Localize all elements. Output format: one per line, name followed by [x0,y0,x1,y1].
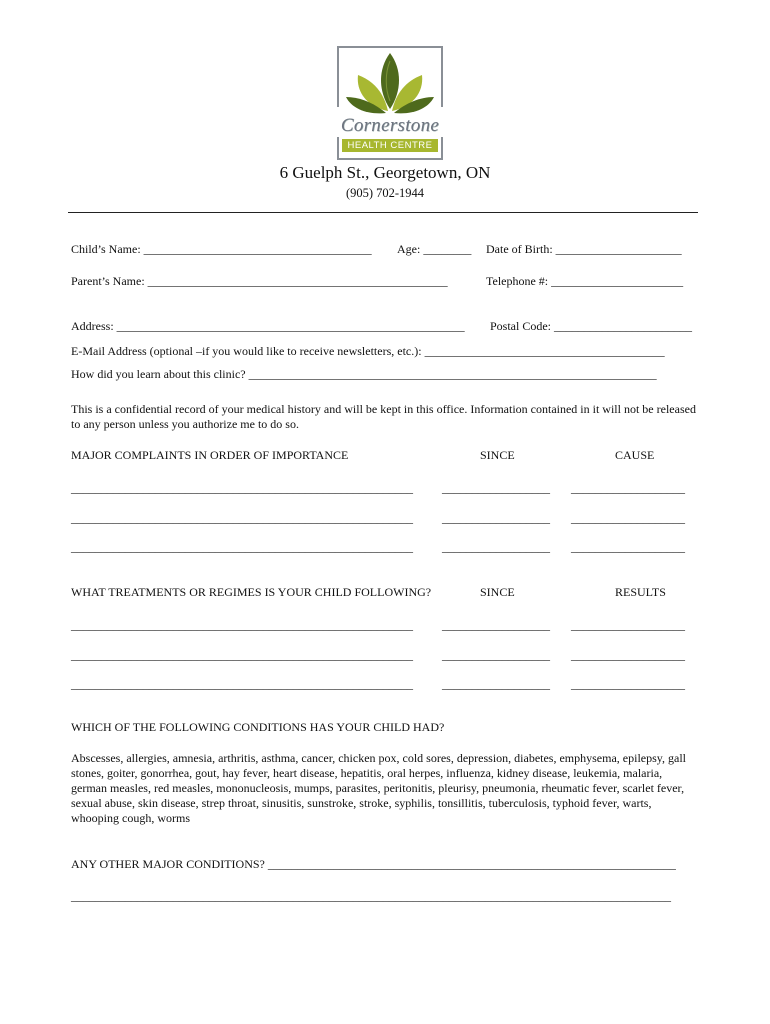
logo-text [328,115,452,152]
treatment-since-line[interactable]: __________________ [442,677,550,691]
conditions-header: WHICH OF THE FOLLOWING CONDITIONS HAS YOUR CHILD HAD? [71,720,445,734]
address-field[interactable]: Address: __________________________________________________________ [71,319,465,333]
parent-name-field[interactable]: Parent’s Name: __________________________________________________ [71,274,448,288]
treatments-since-header: SINCE [480,585,515,599]
how-learn-field[interactable]: How did you learn about this clinic? ____________________________________________________________________ [71,367,657,381]
cornerstone-logo [328,45,452,161]
treatment-results-line[interactable]: ___________________ [571,648,685,662]
treatment-results-line[interactable]: ___________________ [571,677,685,691]
complaints-header: MAJOR COMPLAINTS IN ORDER OF IMPORTANCE [71,448,349,462]
treatment-line[interactable]: _________________________________________________________ [71,677,413,691]
treatments-header: WHAT TREATMENTS OR REGIMES IS YOUR CHILD FOLLOWING? [71,585,432,599]
telephone-field[interactable]: Telephone #: ______________________ [486,274,684,288]
treatment-line[interactable]: _________________________________________________________ [71,648,413,662]
postal-code-field[interactable]: Postal Code: _______________________ [490,319,693,333]
complaint-since-line[interactable]: __________________ [442,481,550,495]
complaint-line[interactable]: _________________________________________________________ [71,540,413,554]
logo-subtitle: HEALTH CENTRE [342,139,439,152]
treatment-line[interactable]: _________________________________________________________ [71,618,413,632]
treatment-results-line[interactable]: ___________________ [571,618,685,632]
treatment-since-line[interactable]: __________________ [442,648,550,662]
child-name-field[interactable]: Child’s Name: ______________________________________ [71,242,372,256]
logo-name: Cornerstone [340,115,440,136]
other-conditions-field[interactable]: ANY OTHER MAJOR CONDITIONS? ____________________________________________________________________ [71,857,676,871]
age-field[interactable]: Age: ________ [397,242,472,256]
clinic-address: 6 Guelph St., Georgetown, ON [279,163,491,182]
treatment-since-line[interactable]: __________________ [442,618,550,632]
complaint-line[interactable]: _________________________________________________________ [71,511,413,525]
complaints-cause-header: CAUSE [615,448,655,462]
email-field[interactable]: E-Mail Address (optional –if you would like to receive newsletters, etc.): ________________________________________ [71,344,665,358]
conditions-list: Abscesses, allergies, amnesia, arthritis, asthma, cancer, chicken pox, cold sores, depression, diabetes, emphysema, epilepsy, gall stones, goiter, gonorrhea, gout, hay fever, heart disease, hepatitis, oral herpes, influenza, kidney disease, leukemia, malaria, german measles, red measles, mononucleosis, mumps, parasites, peritonitis, pleurisy, pneumonia, rheumatic fever, scarlet fever, sexual abuse, skin disease, strep throat, sinusitis, sunstroke, stroke, syphilis, tonsillitis, tuberculosis, typhoid fever, warts, whooping cough, worms [71,751,686,825]
complaint-line[interactable]: _________________________________________________________ [71,481,413,495]
other-conditions-line[interactable]: ____________________________________________________________________________________________________ [71,889,671,903]
clinic-phone: (905) 702-1944 [345,186,425,200]
confidential-notice: This is a confidential record of your medical history and will be kept in this office. Information contained in it will not be released to any person unless you authorize me to do so. [71,402,696,431]
complaint-since-line[interactable]: __________________ [442,540,550,554]
complaint-since-line[interactable]: __________________ [442,511,550,525]
complaint-cause-line[interactable]: ___________________ [571,540,685,554]
complaint-cause-line[interactable]: ___________________ [571,511,685,525]
dob-field[interactable]: Date of Birth: _____________________ [486,242,682,256]
complaints-since-header: SINCE [480,448,515,462]
complaint-cause-line[interactable]: ___________________ [571,481,685,495]
header-divider [68,212,698,213]
treatments-results-header: RESULTS [615,585,666,599]
